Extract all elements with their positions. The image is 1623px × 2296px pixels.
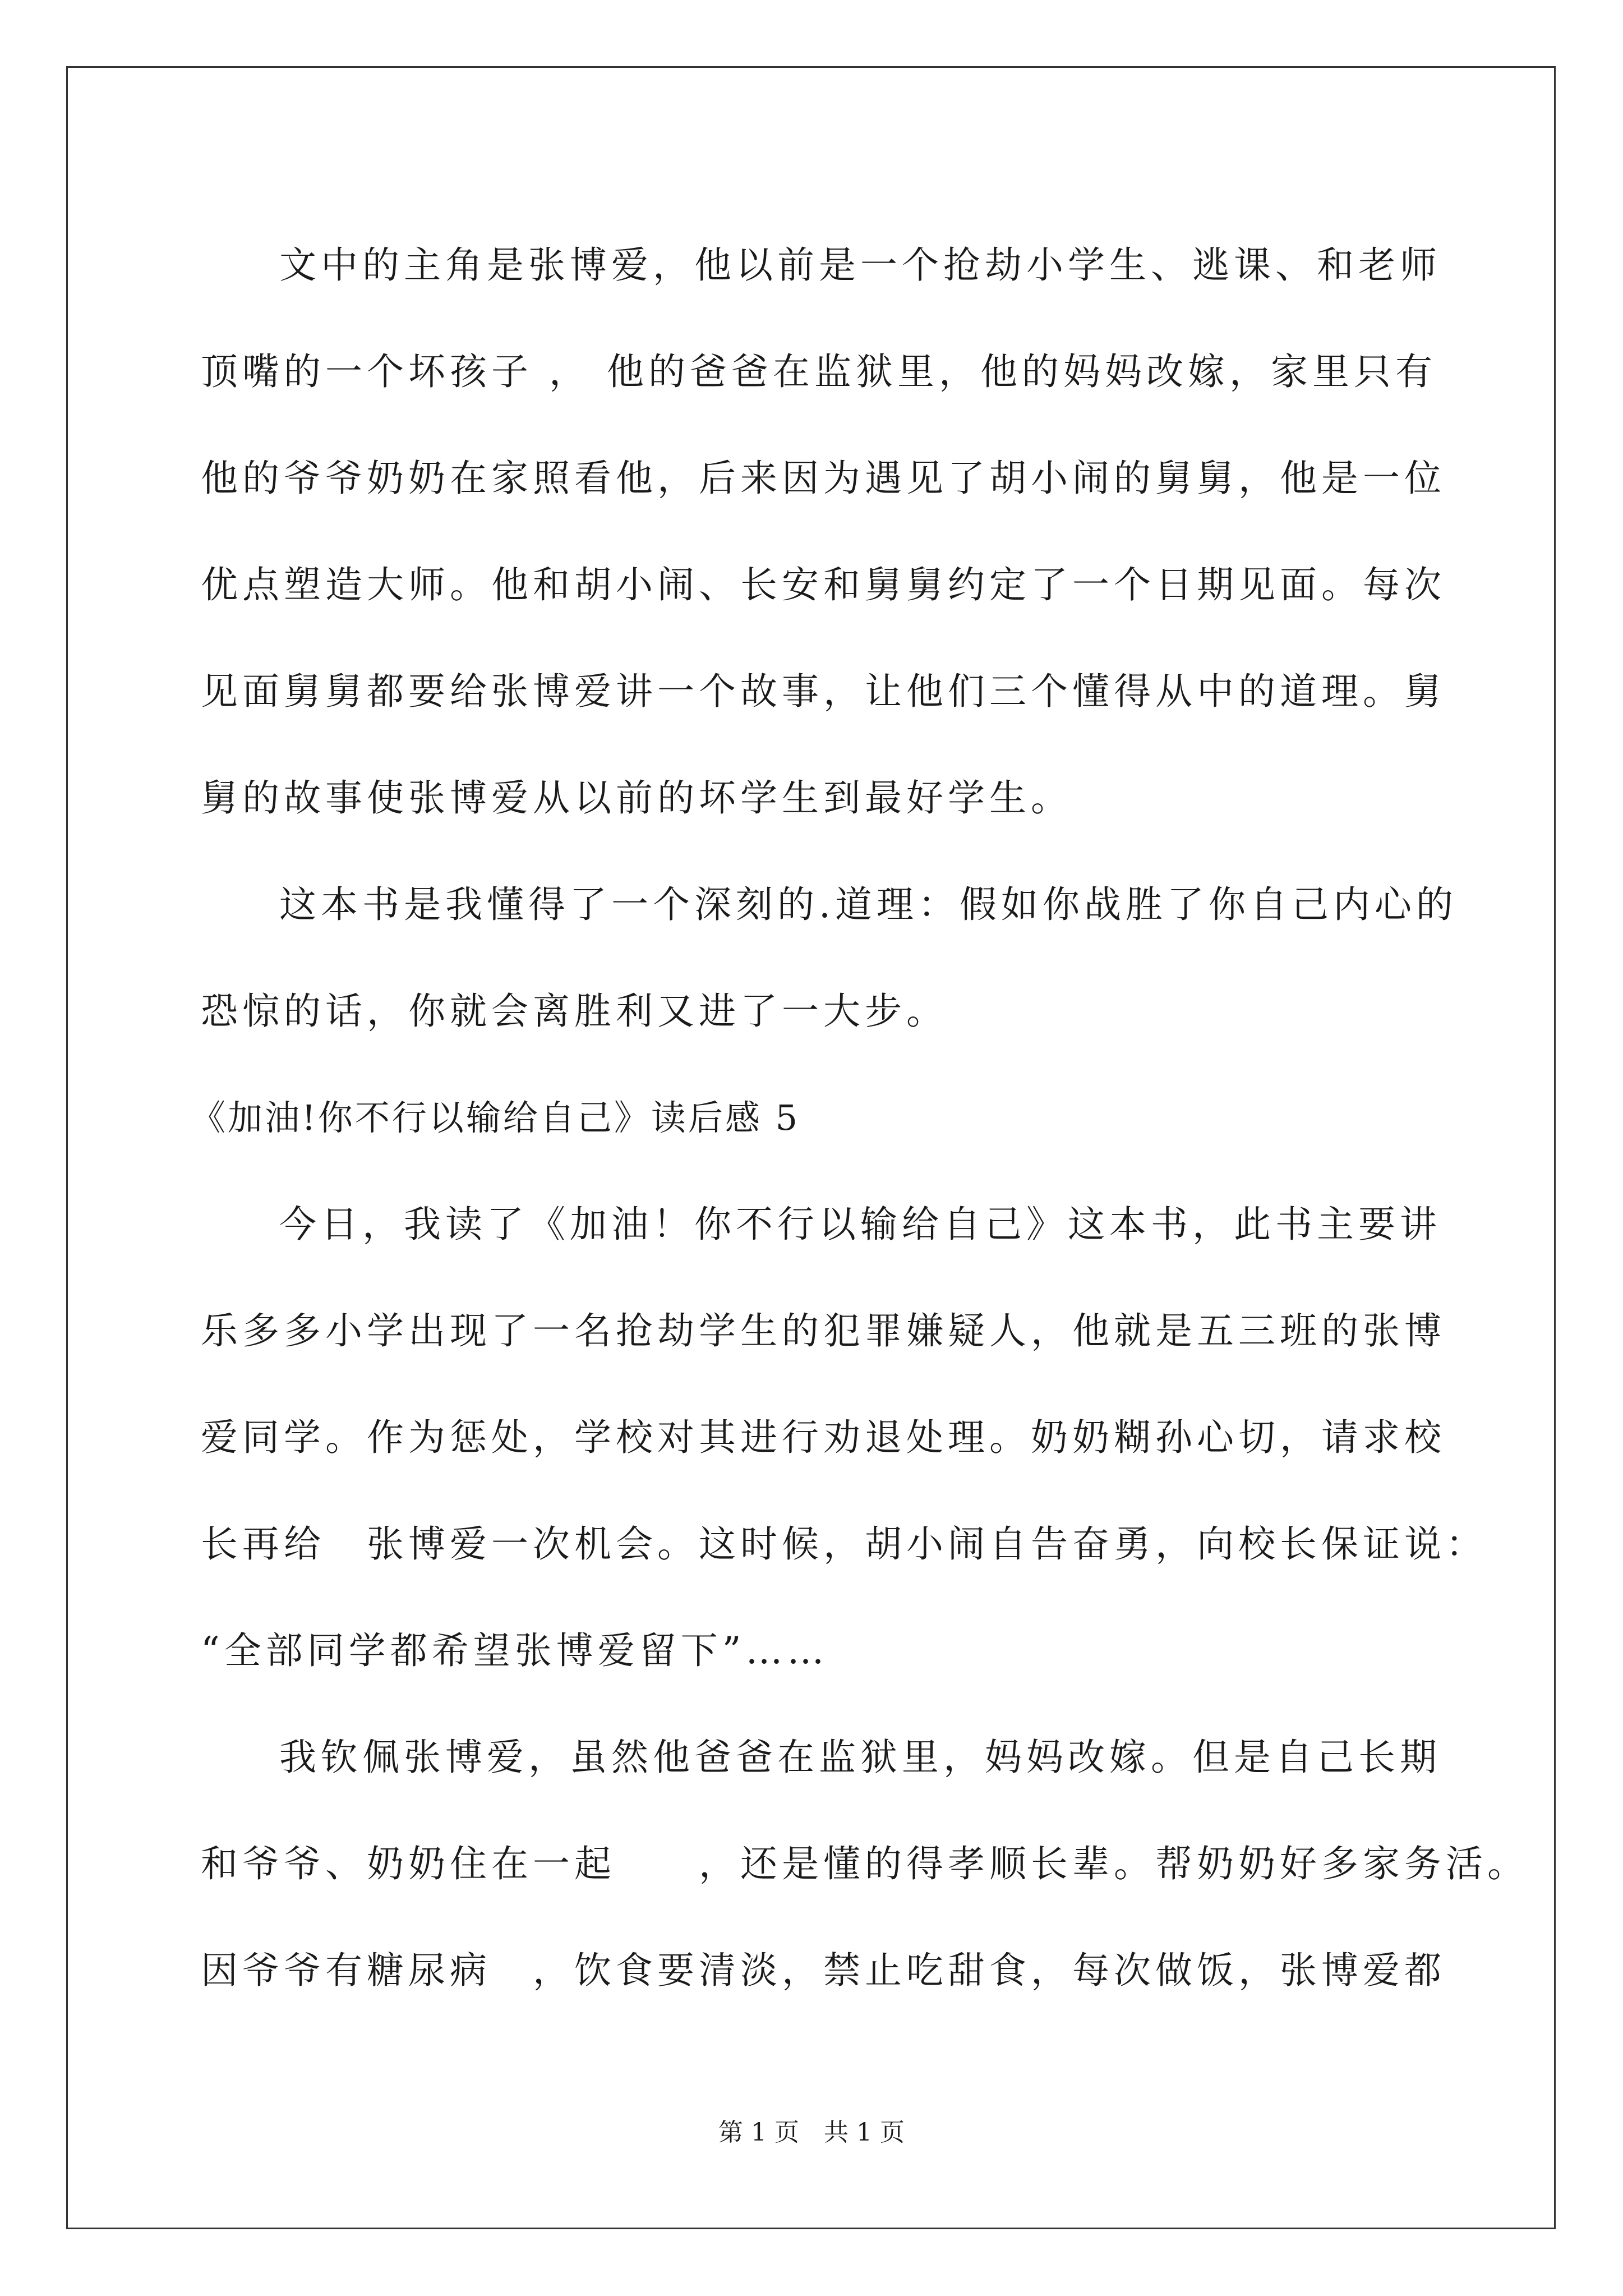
paragraph-line: 因爷爷有糖尿病 ，饮食要清淡，禁止吃甜食，每次做饭，张博爱都 [201, 1949, 1446, 1992]
paragraph-line: 恐惊的话，你就会离胜利又进了一大步。 [201, 990, 948, 1033]
paragraph [201, 1704, 1529, 2024]
paragraph-line: 见面舅舅都要给张博爱讲一个故事，让他们三个懂得从中的道理。舅 [201, 670, 1446, 713]
paragraph-line: 他的爷爷奶奶在家照看他，后来因为遇见了胡小闹的舅舅，他是一位 [201, 457, 1446, 500]
paragraph-line: 爱同学。作为惩处，学校对其进行劝退处理。奶奶糊孙心切，请求校 [201, 1416, 1446, 1459]
document-body [191, 212, 1529, 2024]
paragraph-line: 和爷爷、奶奶住在一起 ，还是懂的得孝顺长辈。帮奶奶好多家务活。 [201, 1842, 1529, 1885]
paragraph [201, 212, 1446, 852]
section-one [201, 212, 1458, 1065]
paragraph-line: 乐多多小学出现了一名抢劫学生的犯罪嫌疑人，他就是五三班的张博 [201, 1309, 1446, 1352]
paragraph-line: 优点塑造大师。他和胡小闹、长安和舅舅约定了一个日期见面。每次 [201, 563, 1446, 606]
paragraph-line: 这本书是我懂得了一个深刻的.道理：假如你战胜了你自己内心的 [279, 883, 1458, 926]
paragraph-line: 文中的主角是张博爱，他以前是一个抢劫小学生、逃课、和老师 [279, 243, 1441, 287]
paragraph-line: 顶嘴的一个坏孩子 ， 他的爸爸在监狱里，他的妈妈改嫁，家里只有 [201, 350, 1437, 393]
paragraph-line: 今日，我读了《加油！你不行以输给自己》这本书，此书主要讲 [279, 1203, 1441, 1246]
paragraph-line: “全部同学都希望张博爱留下”…… [201, 1629, 829, 1672]
section-two [201, 1171, 1529, 2024]
paragraph [201, 1171, 1487, 1704]
section-heading: 《加油!你不行以输给自己》读后感 5 [191, 1097, 800, 1138]
page-footer: 第 1 页 共 1 页 [718, 2118, 905, 2147]
paragraph-line: 我钦佩张博爱，虽然他爸爸在监狱里，妈妈改嫁。但是自己长期 [279, 1736, 1441, 1779]
paragraph-line: 舅的故事使张博爱从以前的坏学生到最好学生。 [201, 776, 1072, 820]
paragraph [201, 852, 1458, 1065]
paragraph-line: 长再给 张博爱一次机会。这时候，胡小闹自告奋勇，向校长保证说： [201, 1522, 1487, 1566]
